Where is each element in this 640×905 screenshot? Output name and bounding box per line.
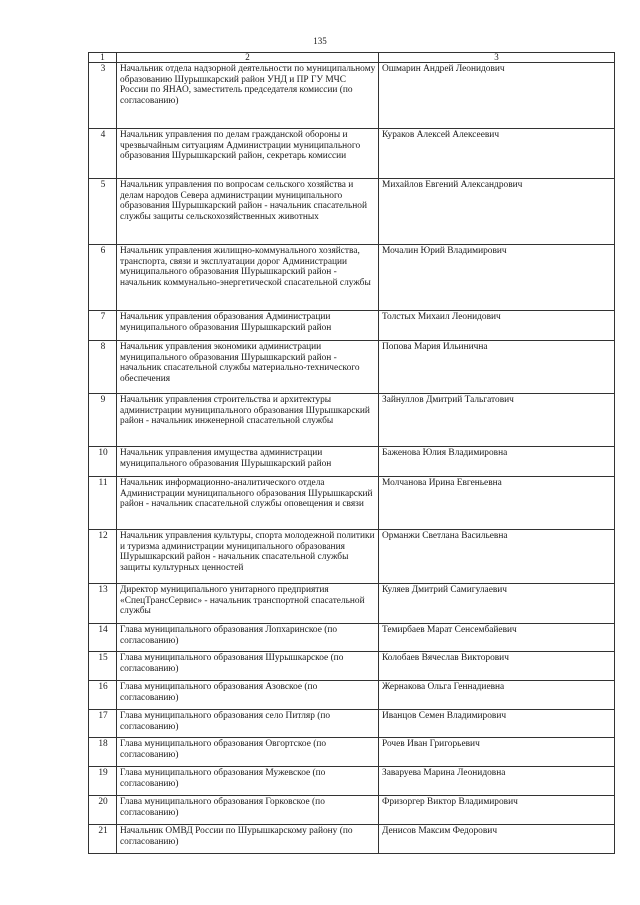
row-person-name: Колобаев Вячеслав Викторович (379, 652, 615, 681)
table-row (89, 394, 615, 447)
row-number: 11 (89, 477, 117, 530)
table-row (89, 447, 615, 477)
row-position: Глава муниципального образования Овгортское (по согласованию) (117, 738, 379, 767)
row-person-name: Баженова Юлия Владимировна (379, 447, 615, 477)
table-row (89, 825, 615, 854)
row-number: 20 (89, 796, 117, 825)
table-row (89, 530, 615, 584)
row-person-name: Зайнуллов Дмитрий Тальгатович (379, 394, 615, 447)
table-row (89, 652, 615, 681)
table-row (89, 129, 615, 179)
row-number: 17 (89, 710, 117, 738)
table-header-row (89, 53, 615, 63)
table-row (89, 63, 615, 129)
row-number: 7 (89, 311, 117, 341)
row-person-name: Ошмарин Андрей Леонидович (379, 63, 615, 129)
row-person-name: Толстых Михаил Леонидович (379, 311, 615, 341)
row-position: Начальник управления имущества администрации муниципального образования Шурышкарский район (117, 447, 379, 477)
row-position: Глава муниципального образования Шурышкарское (по согласованию) (117, 652, 379, 681)
row-number: 4 (89, 129, 117, 179)
table-row (89, 710, 615, 738)
table-row (89, 311, 615, 341)
row-position: Начальник ОМВД России по Шурышкарскому району (по согласованию) (117, 825, 379, 854)
table-row (89, 767, 615, 796)
row-position: Начальник управления по вопросам сельского хозяйства и делам народов Севера администрации муниципального образования Шурышкарский район - начальник спасательной службы защиты сельскохозяйственных животных (117, 179, 379, 245)
row-number: 15 (89, 652, 117, 681)
row-position: Директор муниципального унитарного предприятия «СпецТрансСервис» - начальник транспортной спасательной службы (117, 584, 379, 624)
row-person-name: Денисов Максим Федорович (379, 825, 615, 854)
row-position: Начальник управления жилищно-коммунального хозяйства, транспорта, связи и эксплуатации дорог Администрации муниципального образования Шурышкарский район - начальник коммунально-энергетической спасательной службы (117, 245, 379, 311)
table-row (89, 796, 615, 825)
row-person-name: Заваруева Марина Леонидовна (379, 767, 615, 796)
row-number: 10 (89, 447, 117, 477)
row-position: Глава муниципального образования село Питляр (по согласованию) (117, 710, 379, 738)
row-person-name: Куляев Дмитрий Самигулаевич (379, 584, 615, 624)
row-position: Глава муниципального образования Азовское (по согласованию) (117, 681, 379, 710)
table-row (89, 624, 615, 652)
row-number: 12 (89, 530, 117, 584)
commission-table (88, 52, 615, 854)
row-person-name: Орманжи Светлана Васильевна (379, 530, 615, 584)
row-number: 18 (89, 738, 117, 767)
table-row (89, 681, 615, 710)
row-number: 6 (89, 245, 117, 311)
table-row (89, 341, 615, 394)
row-person-name: Фризоргер Виктор Владимирович (379, 796, 615, 825)
table-row (89, 179, 615, 245)
row-person-name: Темирбаев Марат Сенсембайевич (379, 624, 615, 652)
row-position: Глава муниципального образования Мужевское (по согласованию) (117, 767, 379, 796)
row-person-name: Кураков Алексей Алексеевич (379, 129, 615, 179)
page-number: 135 (313, 36, 327, 46)
table-row (89, 477, 615, 530)
row-number: 5 (89, 179, 117, 245)
row-person-name: Жернакова Ольга Геннадиевна (379, 681, 615, 710)
header-col-2: 2 (117, 53, 379, 63)
row-person-name: Иванцов Семен Владимирович (379, 710, 615, 738)
row-person-name: Молчанова Ирина Евгеньевна (379, 477, 615, 530)
header-col-1: 1 (89, 53, 117, 63)
row-person-name: Попова Мария Ильинична (379, 341, 615, 394)
row-position: Начальник отдела надзорной деятельности по муниципальному образованию Шурышкарский район УНД и ПР ГУ МЧС России по ЯНАО, заместитель председателя комиссии (по согласованию) (117, 63, 379, 129)
row-position: Начальник информационно-аналитического отдела Администрации муниципального образования Шурышкарский район - начальник спасательной службы оповещения и связи (117, 477, 379, 530)
table-row (89, 245, 615, 311)
row-number: 16 (89, 681, 117, 710)
row-position: Начальник управления экономики администрации муниципального образования Шурышкарский район - начальник спасательной службы материально-технического обеспечения (117, 341, 379, 394)
row-position: Глава муниципального образования Горковское (по согласованию) (117, 796, 379, 825)
row-number: 13 (89, 584, 117, 624)
row-number: 19 (89, 767, 117, 796)
table-row (89, 738, 615, 767)
row-position: Начальник управления по делам гражданской обороны и чрезвычайным ситуациям Администрации муниципального образования Шурышкарский район, секретарь комиссии (117, 129, 379, 179)
row-number: 14 (89, 624, 117, 652)
table-row (89, 584, 615, 624)
row-person-name: Рочев Иван Григорьевич (379, 738, 615, 767)
row-number: 9 (89, 394, 117, 447)
row-position: Начальник управления строительства и архитектуры администрации муниципального образования Шурышкарский район - начальник инженерной спасательной службы (117, 394, 379, 447)
row-number: 21 (89, 825, 117, 854)
header-col-3: 3 (379, 53, 615, 63)
row-person-name: Мочалин Юрий Владимирович (379, 245, 615, 311)
row-position: Начальник управления культуры, спорта молодежной политики и туризма администрации муниципального образования Шурышкарский район - начальник спасательной службы защиты культурных ценностей (117, 530, 379, 584)
row-position: Начальник управления образования Администрации муниципального образования Шурышкарский район (117, 311, 379, 341)
row-number: 8 (89, 341, 117, 394)
row-person-name: Михайлов Евгений Александрович (379, 179, 615, 245)
row-number: 3 (89, 63, 117, 129)
row-position: Глава муниципального образования Лопхаринское (по согласованию) (117, 624, 379, 652)
